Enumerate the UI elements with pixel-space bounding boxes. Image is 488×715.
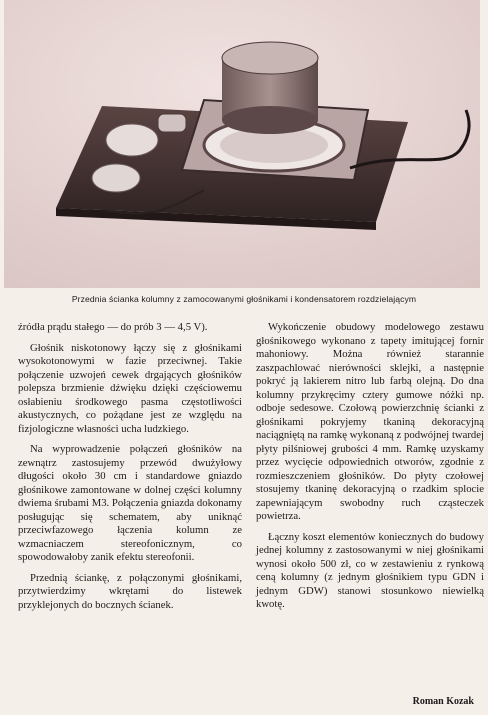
paragraph: Łączny koszt elementów koniecznych do budowy jednej kolumny z zastosowanymi w niej głośnikami wynosi około 500 zł, co w zestawieniu z rynkową ceną kolumny (z jednym głośnikiem typu GDN i jednym GDW) stanowi stosunkowo niewielką kwotę. [256,530,484,610]
paragraph: źródła prądu stałego — do prób 3 — 4,5 V). [18,321,208,333]
photo-caption: Przednia ścianka kolumny z zamocowanymi głośnikami i kondensatorem rozdzielającym [71,294,417,304]
paragraph: Przednią ściankę, z połączonymi głośnikami, przytwierdzimy wkrętami do listewek przyklejonych do bocznych ścianek. [18,571,242,611]
paragraph: Na wyprowadzenie połączeń głośników na zewnątrz zastosujemy przewód dwużyłowy długości około 30 cm i standardowe gniazdo głośnikowe zamontowane w dolnej części kolumny dwiema śrubami M3. Połączenia gniazda dokonamy posługując się schematem, aby uniknąć przeciwfazowego łączenia kolumn ze wzmacniaczem stereofonicznym, co spowodowałoby zanik efektu stereofonii. [18,443,242,563]
paragraph: Wykończenie obudowy modelowego zestawu głośnikowego wykonano z tapety imitującej fornir mahoniowy. Można również starannie zaszpachlować nierówności sklejki, a następnie pokryć ją lakierem nitro lub farbą olejną. Do dna kolumny przykręcimy cztery gumowe nóżki np. odboje sedesowe. Czołową powierzchnię ścianki z głośnikami pokryjemy tkaniną dekoracyjną naciągniętą na ramkę wykonaną z podwójnej twardej płyty pilśniowej grubości 4 mm. Ramkę uzyskamy przez wycięcie odpowiednich otworów, zgodnie z rozmieszczeniem głośników. Do płyty czołowej stosujemy tkaninę dekoracyjną o rzadkim splocie zapewniającym swobodny ruch cząsteczek powietrza. [256,321,484,522]
speaker-photo-drawing [4,0,480,288]
author-signature: Roman Kozak [412,696,474,707]
right-column [256,321,484,619]
left-column [18,321,242,619]
paragraph: Głośnik niskotonowy łączy się z głośnikami wysokotonowymi w fazie przeciwnej. Takie połączenie uzwojeń cewek drgających głośników polepsza brzmienie dźwięku dzięki częściowemu osłabieniu środkowego pasma częstotliwości akustycznych, co pożądane jest ze względu na fizjologiczne własności ucha ludzkiego. [18,341,242,435]
speaker-photo [4,0,480,288]
